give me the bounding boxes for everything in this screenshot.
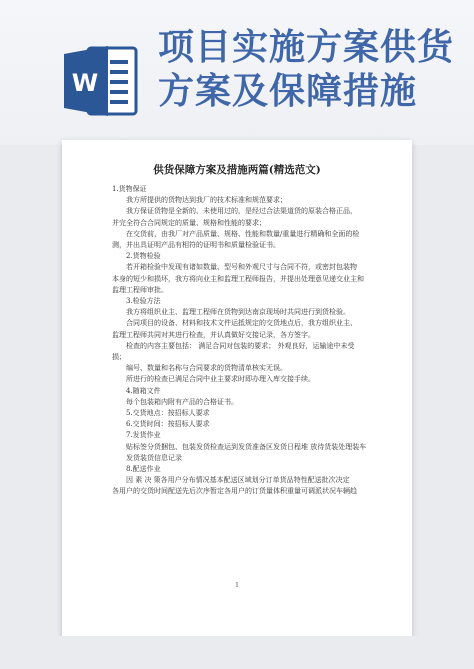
headline — [158, 26, 468, 114]
document-line: 7.发货作业 — [126, 431, 161, 440]
headline-line-1: 项目实施方案供货 — [158, 27, 455, 68]
document-body — [112, 184, 384, 498]
document-line: 5.交货地点：按招标人要求 — [126, 409, 210, 418]
document-line: 本身的短少和损坏，我方将向业主和监理工程师报告，并提出处理意见递交业主和 — [112, 274, 364, 283]
word-logo-letter: W — [71, 69, 99, 97]
document-line: 并完全符合合同规定的质量、规格和性能的要求； — [112, 218, 266, 227]
document-line: 8.配送作业 — [126, 465, 161, 474]
document-line: 2.货物检验 — [126, 252, 161, 261]
footer-background — [0, 636, 474, 669]
document-line: 测，并出具证明产品有相符的证明书和质量检验证书。 — [112, 241, 280, 250]
document-line: 在交货前，由我厂对产品质量、规格、性能和数量/重量进行精确和全面的检 — [126, 229, 360, 238]
document-line: 各用户的交货时间配送先后次序暂定各用户的订货量体积重量可调派状况车辆趋 — [112, 487, 357, 496]
document-line: 若开箱检验中发现有诸如数量、型号和外观尺寸与合同不符，或密封包装物 — [126, 263, 357, 272]
document-line: 4.随箱文件 — [126, 386, 161, 395]
document-line: 所进行的检查已满足合同中业主要求时即办理入库交接手续。 — [126, 375, 315, 384]
headline-line-2: 方案及保障措施 — [158, 71, 418, 112]
document-line: 3.检验方法 — [126, 297, 161, 306]
document-line: 6.交货时间：按招标人要求 — [126, 420, 210, 429]
document-line: 监理工程师审批。 — [112, 285, 168, 294]
document-line: 我方所提供的货物达到我厂的技术标准和规范要求； — [126, 196, 287, 205]
document-title: 供货保障方案及措施两篇(精选范文) — [153, 164, 321, 176]
document-line: 损； — [112, 353, 126, 362]
word-icon — [58, 38, 144, 124]
document-line: 编号、数量和名称与合同要求的货物清单核实无误。 — [126, 364, 287, 373]
document-line: 因 素 决 策各用户分布情况基本配送区域划分订单货品特性配送批次决定 — [126, 476, 350, 485]
document-line: 贴标签分货捆包、包装发货检查运到发货准备区发货日程堆 放待货装处理装车 — [126, 442, 367, 451]
document-line: 我方保证货物是全新的、未使用过的，是经过合法渠道货的原装合格正品， — [126, 207, 357, 216]
document-line: 监理工程师共同对其进行检查，并认真做好交接记录，各方签字。 — [112, 330, 315, 339]
document-page — [62, 140, 412, 636]
document-line: 检查的内容主要包括： 满足合同对包装的要求； 外观良好，运输途中未受 — [126, 341, 355, 350]
document-line: 合同项目的设备、材料和技术文件运抵规定的交货地点后，我方组织业主、 — [126, 319, 357, 328]
document-line: 每个包装箱内附有产品的合格证书。 — [126, 397, 238, 406]
page-number: 1 — [235, 582, 239, 589]
document-line: 1.货物保证 — [112, 185, 147, 193]
document-line: 发货装货信息记录 — [126, 453, 182, 462]
document-line: 我方将组织业主、监理工程师在货物到达南京现场时共同进行到货检验。 — [126, 308, 350, 317]
